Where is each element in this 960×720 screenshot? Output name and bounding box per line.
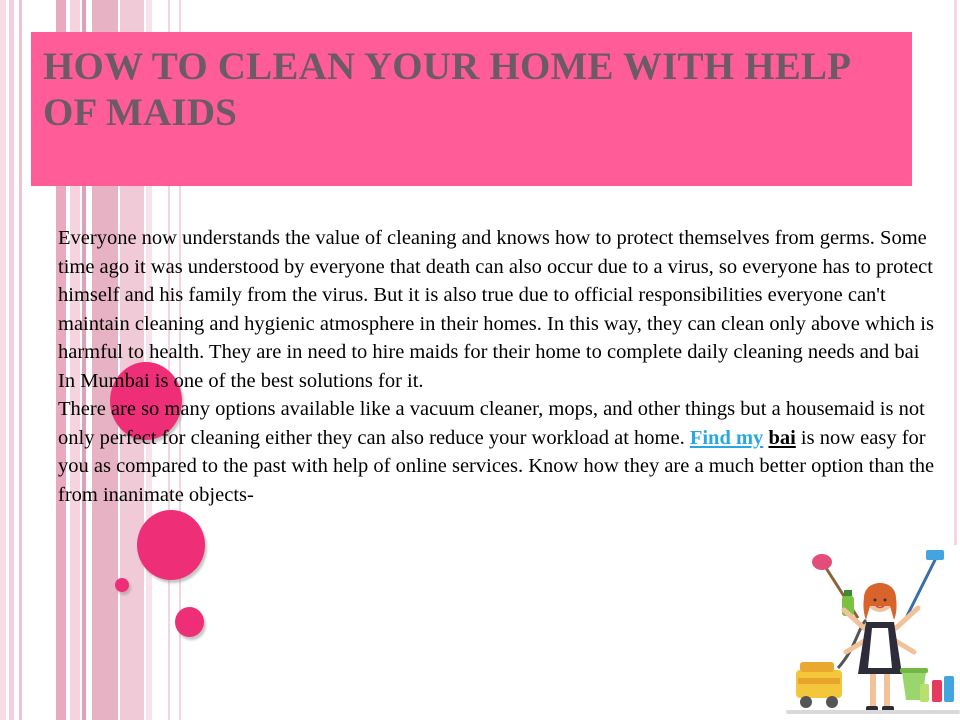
page-title: HOW TO CLEAN YOUR HOME WITH HELP OF MAIDS: [43, 45, 850, 134]
bai-link[interactable]: bai: [768, 426, 796, 449]
paragraph-2-before-link: There are so many options available like a vacuum cleaner, mops, and other things but a housemaid is not only perfect for cleaning either they can also reduce your workload at home.: [58, 398, 925, 449]
maid-with-cleaning-tools-icon: [786, 548, 960, 720]
paragraph-1: Everyone now understands the value of cleaning and knows how to protect themselves from germs. Some time ago it was understood by everyone that death can also occur due to a virus, so everyone has to protect himself and his family from the virus. But it is also true due to official responsibilities everyone can't maintain cleaning and hygienic atmosphere in their homes. In this way, they can clean only above which is harmful to health. They are in need to hire maids for their home to complete daily cleaning needs and bai In Mumbai is one of the best solutions for it.: [58, 227, 934, 392]
decorative-dot-medium: [137, 510, 205, 580]
decorative-dot-tiny: [115, 578, 129, 592]
paragraph-2-after-link: is now easy for you as compared to the past with help of online services. Know how they are a much better option than the from inanimate objects-: [58, 426, 935, 506]
find-my-link[interactable]: Find my: [689, 426, 764, 449]
slide-body: [58, 224, 938, 509]
title-banner: [31, 32, 912, 186]
paragraph-2: [58, 395, 938, 509]
right-edge-line: [954, 0, 957, 545]
decorative-dot-small: [175, 607, 204, 637]
